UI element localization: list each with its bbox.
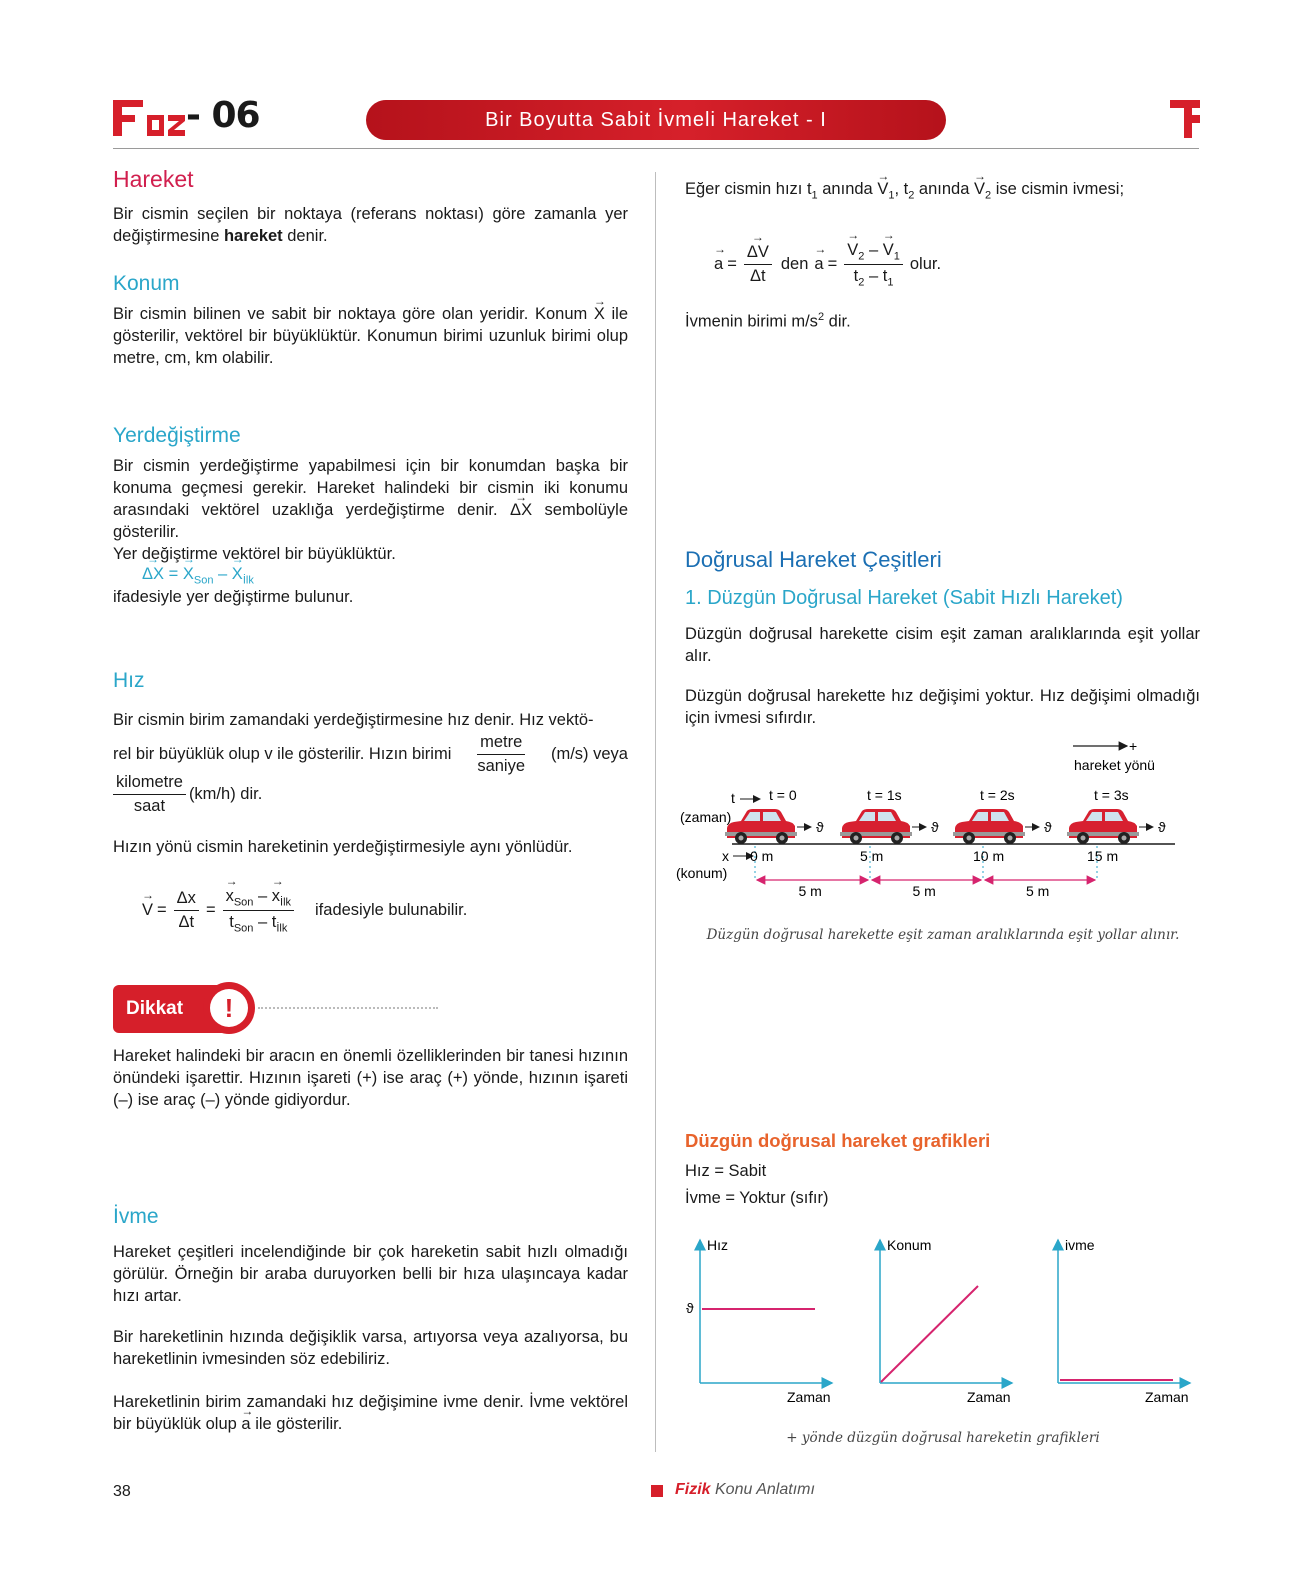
yerdegistirme-heading: Yerdeğiştirme (113, 424, 241, 447)
position-label: 0 m (750, 848, 774, 864)
car-icon (1067, 809, 1139, 844)
velocity-symbol: ϑ (1158, 819, 1166, 835)
yerdegistirme-line2: Yer değiştirme vektörel bir büyüklüktür. (113, 545, 396, 563)
car-icon (953, 809, 1025, 844)
ivme-p2: Bir hareketlinin hızında değişiklik varsa, artıyorsa veya azalıyorsa, bu hareketlinin ivmesinden söz edebiliriz. (113, 1328, 628, 1368)
konum-heading: Konum (113, 272, 180, 295)
interval-label: 5 m (798, 883, 822, 899)
section-number: - 06 (186, 95, 260, 136)
velocity-symbol: ϑ (816, 819, 824, 835)
ivme-unit: İvmenin birimi $m/s^2$ dir. (685, 311, 851, 331)
dikkat-label: Dikkat (113, 985, 223, 1033)
yerdegistirme-formula: → ΔX = → $X_{Son}$ – → $X_{İlk}$ (142, 565, 254, 586)
motion-graphs (680, 1228, 1205, 1403)
hareket-heading: Hareket (113, 166, 194, 192)
corner-logo-icon (1170, 100, 1200, 138)
direction-label: hareket yönü (1074, 757, 1155, 773)
position-label: 5 m (860, 848, 884, 864)
footer-square-icon (651, 1485, 663, 1497)
time-label: t = 1s (867, 787, 902, 803)
graph2-ylabel: Konum (887, 1237, 932, 1253)
position-label: 10 m (973, 848, 1005, 864)
dikkat-dotted-line (258, 1007, 438, 1009)
dikkat-text: Hareket halindeki bir aracın en önemli özelliklerinden bir tanesi hızının önündeki işarettir. Hızının işareti (+) ise araç (+) yönde, hızının işareti (–) ise araç (–) yönde gidiyordur. (113, 1047, 628, 1109)
hareket-text: Bir cismin seçilen bir noktaya (referans noktası) göre zamanla yer değiştirmesine hareket denir. (113, 205, 628, 245)
yerdegistirme-line3: ifadesiyle yer değiştirme bulunur. (113, 588, 354, 606)
grafik-heading: Düzgün doğrusal hareket grafikleri (685, 1130, 991, 1151)
graph1-xlabel: Zaman (787, 1389, 831, 1405)
duzgun-p2: Düzgün doğrusal harekette hız değişimi yoktur. Hız değişimi olmadığı için ivmesi sıfırdır. (685, 687, 1200, 727)
duzgun-p1: Düzgün doğrusal harekette cisim eşit zaman aralıklarında eşit yollar alır. (685, 625, 1200, 665)
position-label: 15 m (1087, 848, 1119, 864)
konum-text: Bir cismin bilinen ve sabit bir noktaya göre olan yeridir. Konum → X ile gösterilir, vektörel bir büyüklüktür. Konumun birimi uzunluk birimi olup metre, cm, km olabilir. (113, 303, 628, 369)
graph1-ylabel: Hız (707, 1237, 728, 1253)
ivme-definition: Eğer cismin hızı $t_1$ anında → $V_1$, $t_2$ anında → $V_2$ ise cismin ivmesi; (685, 178, 1200, 206)
hiz-formula: → V = $\frac{\Delta x}{\Delta t}$ = → $\frac{x_{Son} - \to x_{İlk}}{t_{Son} - t_{İlk}}$ ifadesiyle bulunabilir. (142, 887, 467, 935)
grafik-line1: Hız = Sabit (685, 1162, 767, 1180)
page-number: 38 (113, 1483, 131, 1500)
graphs-caption: + yönde düzgün doğrusal hareketin grafikleri (786, 1430, 1100, 1446)
faz-logo (113, 100, 185, 136)
chapter-banner: Bir Boyutta Sabit İvmeli Hareket - I (366, 100, 946, 140)
hiz-unit-line2: $\frac{\text{kilometre}}{\text{saat}}$ (km/h) dir. (113, 773, 262, 816)
ivme-p3: Hareketlinin birim zamandaki hız değişimine ivme denir. İvme vektörel bir büyüklük olup → a ile gösterilir. (113, 1391, 628, 1435)
graph2-position-line (881, 1286, 978, 1382)
duzgun-heading: 1. Düzgün Doğrusal Hareket (Sabit Hızlı Hareket) (685, 587, 1123, 609)
time-label: t = 2s (980, 787, 1015, 803)
ivme-formula: → a = → $\frac{\Delta V}{\Delta t}$ den → a = → $\frac{V_2 - \to V_1}{t_2 - t_1}$ olur. (714, 241, 941, 289)
column-divider (655, 172, 656, 1452)
interval-label: 5 m (1026, 883, 1050, 899)
ivme-p1: Hareket çeşitleri incelendiğinde bir çok hareketin sabit hızlı olmadığı görülür. Örneğin bir araba duruyorken belli bir hıza ulaşıncaya kadar hızı artar. (113, 1243, 628, 1305)
velocity-symbol: ϑ (931, 819, 939, 835)
exclamation-icon: ! (210, 989, 248, 1027)
t-axis-prefix: t (731, 790, 735, 806)
graph3-ylabel: ivme (1065, 1237, 1095, 1253)
zaman-label: (zaman) (680, 809, 732, 825)
yerdegistirme-text: Bir cismin yerdeğiştirme yapabilmesi için bir konumdan başka bir konuma geçmesi gerekir. Hareket halindeki bir cismin iki konumu arasındaki vektörel uzaklığa yerdeğiştirme denir. → ΔX sembolüyle gösterilir. (113, 455, 628, 543)
hiz-text3: Hızın yönü cismin hareketinin yerdeğiştirmesiyle aynı yönlüdür. (113, 838, 573, 856)
velocity-symbol: ϑ (1044, 819, 1052, 835)
graph3-xlabel: Zaman (1145, 1389, 1189, 1405)
hiz-heading: Hız (113, 669, 145, 692)
konum-label: (konum) (676, 865, 728, 881)
interval-label: 5 m (912, 883, 936, 899)
car-icon (725, 809, 797, 844)
car-icon (840, 809, 912, 844)
header-divider (113, 148, 1199, 149)
time-label: t = 3s (1094, 787, 1129, 803)
time-label: t = 0 (769, 787, 797, 803)
diagram-caption: Düzgün doğrusal harekette eşit zaman aralıklarında eşit yollar alınır. (706, 927, 1180, 943)
motion-diagram (676, 738, 1200, 918)
hiz-text1: Bir cismin birim zamandaki yerdeğiştirmesine hız denir. Hız vektö- (113, 711, 594, 729)
grafik-line2: İvme = Yoktur (sıfır) (685, 1189, 829, 1207)
direction-plus: + (1129, 738, 1138, 754)
x-axis-prefix: x (722, 848, 729, 864)
hiz-unit-line: rel bir büyüklük olup v ile gösterilir. Hızın birimi $\frac{\text{metre}}{\text{saniye}}$ (m/s) veya (113, 733, 628, 775)
graph2-xlabel: Zaman (967, 1389, 1011, 1405)
ivme-heading: İvme (113, 1205, 159, 1228)
footer-brand: Fizik Konu Anlatımı (675, 1481, 815, 1498)
dogrusal-heading: Doğrusal Hareket Çeşitleri (685, 547, 942, 572)
graph1-ytick: ϑ (686, 1300, 694, 1316)
